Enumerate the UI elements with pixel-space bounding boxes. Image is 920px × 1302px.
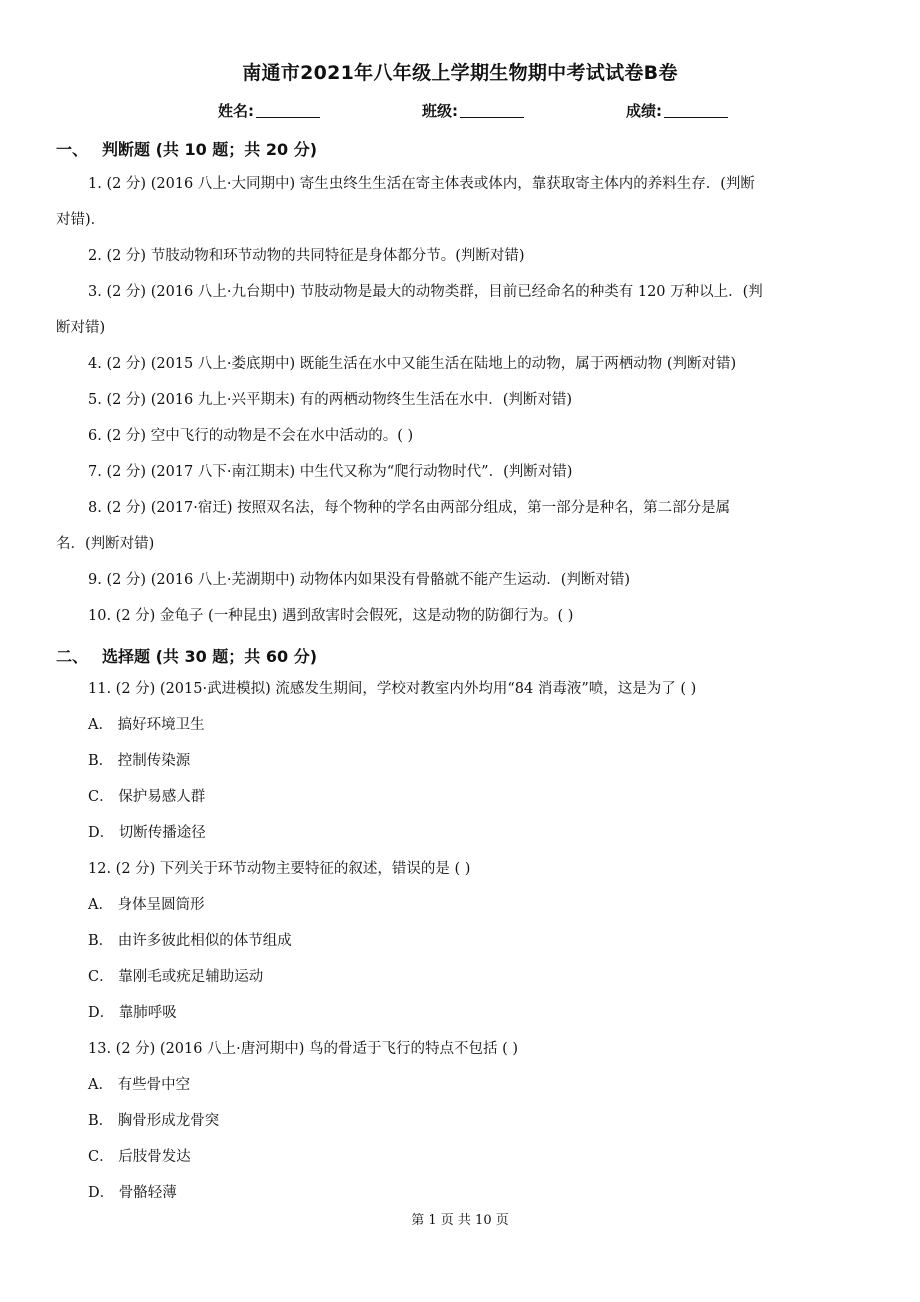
- question-line: 1. (2 分) (2016 八上·大同期中) 寄生虫终生生活在寄主体表或体内，靠获取寄主体内的养料生存．(判断: [88, 176, 755, 192]
- section-heading-judgement: [56, 137, 317, 160]
- question-continuation: 对错)．: [56, 212, 106, 228]
- question-line: 9. (2 分) (2016 八上·芜湖期中) 动物体内如果没有骨骼就不能产生运动．(判断对错): [88, 572, 631, 588]
- option-line: B． 由许多彼此相似的体节组成: [88, 933, 292, 949]
- class-label: 班级:: [422, 102, 458, 120]
- question-line: 12. (2 分) 下列关于环节动物主要特征的叙述，错误的是 ( ): [88, 861, 471, 877]
- option-line: D． 靠肺呼吸: [88, 1005, 177, 1021]
- score-field: [626, 100, 728, 121]
- option-line: A． 搞好环境卫生: [88, 717, 205, 733]
- name-field: [218, 100, 320, 121]
- question-line: 5. (2 分) (2016 九上·兴平期末) 有的两栖动物终生生活在水中．(判断对错): [88, 392, 573, 408]
- question-line: 6. (2 分) 空中飞行的动物是不会在水中活动的。( ): [88, 428, 414, 444]
- question-line: 8. (2 分) (2017·宿迁) 按照双名法，每个物种的学名由两部分组成，第一部分是种名，第二部分是属: [88, 500, 731, 516]
- option-line: C． 靠刚毛或疣足辅助运动: [88, 969, 264, 985]
- name-blank: [256, 101, 320, 118]
- question-continuation: 名．(判断对错): [56, 536, 155, 552]
- page-footer: 第 1 页 共 10 页: [411, 1213, 509, 1228]
- class-field: [422, 100, 524, 121]
- section-heading-choice: [56, 644, 317, 667]
- question-line: 3. (2 分) (2016 八上·九台期中) 节肢动物是最大的动物类群，目前已经命名的种类有 120 万种以上．(判: [88, 284, 763, 300]
- student-info-row: [0, 100, 920, 122]
- section-title: 选择题 (共 30 题；共 60 分): [102, 647, 318, 666]
- score-label: 成绩:: [626, 102, 662, 120]
- section-number: 一、: [56, 140, 89, 159]
- question-line: 7. (2 分) (2017 八下·南江期末) 中生代又称为“爬行动物时代”．(判断对错): [88, 464, 573, 480]
- question-line: 2. (2 分) 节肢动物和环节动物的共同特征是身体都分节。(判断对错): [88, 248, 525, 264]
- class-blank: [460, 101, 524, 118]
- option-line: C． 后肢骨发达: [88, 1149, 191, 1165]
- option-line: C． 保护易感人群: [88, 789, 206, 805]
- option-line: B． 胸骨形成龙骨突: [88, 1113, 220, 1129]
- name-label: 姓名:: [218, 102, 254, 120]
- option-line: B． 控制传染源: [88, 753, 191, 769]
- question-continuation: 断对错): [56, 320, 106, 336]
- option-line: A． 有些骨中空: [88, 1077, 191, 1093]
- question-line: 4. (2 分) (2015 八上·娄底期中) 既能生活在水中又能生活在陆地上的动物，属于两栖动物 (判断对错): [88, 356, 737, 372]
- section-title: 判断题 (共 10 题；共 20 分): [102, 140, 318, 159]
- option-line: D． 骨骼轻薄: [88, 1185, 177, 1201]
- question-line: 10. (2 分) 金龟子 (一种昆虫) 遇到敌害时会假死，这是动物的防御行为。( ): [88, 608, 574, 624]
- page-title: 南通市2021年八年级上学期生物期中考试试卷B卷: [242, 62, 678, 84]
- question-line: 11. (2 分) (2015·武进模拟) 流感发生期间，学校对教室内外均用“84 消毒液”喷，这是为了 ( ): [88, 681, 697, 697]
- score-blank: [664, 101, 728, 118]
- section-number: 二、: [56, 647, 89, 666]
- question-line: 13. (2 分) (2016 八上·唐河期中) 鸟的骨适于飞行的特点不包括 ( ): [88, 1041, 518, 1057]
- option-line: A． 身体呈圆筒形: [88, 897, 205, 913]
- option-line: D． 切断传播途径: [88, 825, 206, 841]
